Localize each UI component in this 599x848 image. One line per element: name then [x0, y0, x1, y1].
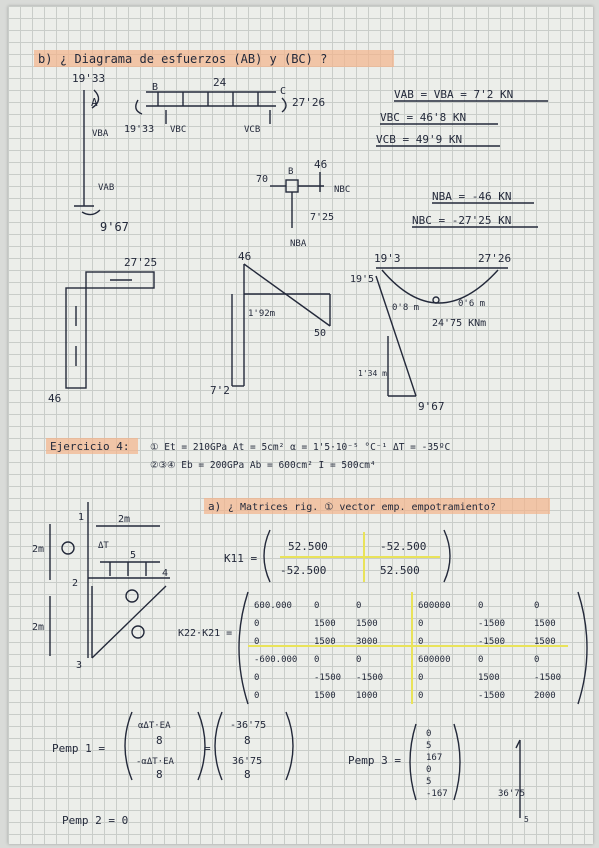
k11-label: K11 = — [224, 552, 258, 565]
axial-top-value: 27'25 — [124, 256, 158, 269]
k22-cell: -1500 — [534, 673, 562, 683]
moment-side: 1'34 m — [358, 369, 387, 378]
axial-diagram — [66, 272, 154, 388]
k22-cell: 1500 — [314, 619, 336, 629]
node-b-left-force: 70 — [256, 174, 269, 185]
pemp3-cell: 5 — [426, 777, 432, 787]
k11-r1c0: -52.500 — [280, 564, 327, 577]
k22-cell: -1500 — [314, 673, 342, 683]
k22-cell: 1500 — [534, 619, 556, 629]
pemp1-val-top: -36'75 — [230, 720, 267, 731]
moment-max: 24'75 KNm — [432, 318, 487, 329]
k22-cell: 600000 — [418, 655, 451, 665]
k22-cell: 0 — [314, 601, 320, 611]
k22-cell: 0 — [254, 637, 260, 647]
k22-cell: 0 — [478, 601, 484, 611]
pemp1-val-den2: 8 — [244, 768, 251, 781]
node-3: 3 — [76, 660, 83, 671]
moment-left-top: 19'3 — [374, 252, 401, 265]
beam-ab-node-a: A — [91, 96, 98, 109]
pemp1-val-den1: 8 — [244, 734, 251, 747]
k22-cell: 3000 — [356, 637, 378, 647]
k22-cell: 1000 — [356, 691, 378, 701]
pemp3-cell: 5 — [426, 741, 432, 751]
left-bottom-dim: 2m — [32, 622, 45, 633]
shear-right: 50 — [314, 328, 327, 339]
pemp1-expr-den2: 8 — [156, 768, 163, 781]
k22-cell: 600000 — [418, 601, 451, 611]
axial-bottom-value: 46 — [48, 392, 62, 405]
k22-cell: 1500 — [314, 691, 336, 701]
k22-cell: -1500 — [478, 691, 506, 701]
k22-cell: 1500 — [534, 637, 556, 647]
k11-r0c0: 52.500 — [288, 540, 328, 553]
structure-load: 5 — [130, 550, 137, 561]
beam-ab-vba: VBA — [92, 129, 109, 139]
handwritten-notes — [8, 6, 593, 844]
moment-left-mid: 19'5 — [350, 274, 375, 285]
k22-cell: 0 — [254, 691, 260, 701]
k22-cell: 0 — [314, 655, 320, 665]
ejercicio-line-2: ②③④ Eb = 200GPa Ab = 600cm² I = 500cm⁴ — [150, 460, 376, 471]
pemp2-label: Pemp 2 = 0 — [62, 814, 129, 827]
pemp1-expr-top: αΔT·EA — [138, 721, 171, 731]
k11-r1c1: 52.500 — [380, 564, 420, 577]
k22-cell: -600.000 — [254, 655, 298, 665]
pemp3-label: Pemp 3 = — [348, 754, 401, 767]
result-nba: NBA = -46 KN — [432, 190, 512, 203]
heading-a-letter: a) — [208, 500, 222, 513]
k22-cell: 1500 — [356, 619, 378, 629]
beam-bc-left-moment: 19'33 — [124, 124, 155, 135]
k11-r0c1: -52.500 — [380, 540, 427, 553]
heading-a-text: ¿ Matrices rig. ① vector emp. empotramiento? — [228, 502, 496, 513]
moment-bottom: 9'67 — [418, 400, 445, 413]
k22-cell: -1500 — [478, 619, 506, 629]
k22-cell: 600.000 — [254, 601, 292, 611]
pemp3-cell: 167 — [426, 753, 443, 763]
node-4: 4 — [162, 568, 169, 579]
k22-cell: 1500 — [478, 673, 500, 683]
node-b-nba: NBA — [290, 239, 307, 249]
moment-dist2: 0'6 m — [458, 299, 486, 309]
side-sketch-small: 5 — [524, 815, 529, 824]
pemp3-cell: 0 — [426, 729, 432, 739]
k22-cell: 0 — [478, 655, 484, 665]
beam-bc-node-c: C — [280, 86, 287, 97]
k22-cell: 0 — [418, 619, 424, 629]
shear-span: 1'92m — [248, 309, 276, 319]
shear-left-top: 46 — [238, 250, 252, 263]
result-vbc: VBC = 46'8 KN — [380, 111, 467, 124]
k22-cell: 0 — [418, 637, 424, 647]
pemp3-cell: 0 — [426, 765, 432, 775]
k22-cell: 0 — [254, 619, 260, 629]
pemp1-expr-bottom: -αΔT·EA — [136, 757, 174, 767]
pemp3-cell: -167 — [426, 789, 448, 799]
result-vcb: VCB = 49'9 KN — [376, 133, 463, 146]
node-1: 1 — [78, 512, 85, 523]
pemp1-equals: = — [204, 742, 211, 755]
ejercicio-label: Ejercicio 4: — [50, 440, 130, 453]
pemp1-val-bottom: 36'75 — [232, 756, 263, 767]
node-b-bottom-force: 7'25 — [310, 212, 335, 223]
beam-ab-top-moment: 19'33 — [72, 72, 106, 85]
heading-b-letter: b) — [38, 52, 53, 66]
k22-cells — [254, 601, 561, 701]
k22-cell: 0 — [534, 601, 540, 611]
width-top: 2m — [118, 514, 131, 525]
result-nbc: NBC = -27'25 KN — [412, 214, 512, 227]
node-b-top-force: 46 — [314, 158, 328, 171]
beam-bc-node-b: B — [152, 82, 159, 93]
beam-bc-vbc: VBC — [170, 125, 187, 135]
pemp1-label: Pemp 1 = — [52, 742, 105, 755]
notebook-page — [8, 6, 593, 844]
k22-cell: 0 — [534, 655, 540, 665]
k22-cell: -1500 — [356, 673, 384, 683]
pemp3-cells — [426, 729, 448, 799]
side-sketch-value: 36'75 — [498, 789, 526, 799]
shear-diagram — [232, 264, 330, 386]
k22-cell: 0 — [418, 673, 424, 683]
structure-sketch — [50, 502, 170, 658]
moment-diagram — [376, 268, 508, 396]
beam-bc-right-moment: 27'26 — [292, 96, 326, 109]
k22-cell: -1500 — [478, 637, 506, 647]
k22-cell: 0 — [418, 691, 424, 701]
left-top-dim: 2m — [32, 544, 45, 555]
k22-cell: 2000 — [534, 691, 556, 701]
result-vab: VAB = VBA = 7'2 KN — [394, 88, 514, 101]
side-sketch — [516, 740, 520, 818]
k22-cell: 0 — [356, 655, 362, 665]
beam-bc-vcb: VCB — [244, 125, 261, 135]
k22-label: K22·K21 = — [178, 628, 233, 639]
moment-dist1: 0'8 m — [392, 303, 420, 313]
k22-cell: 0 — [356, 601, 362, 611]
structure-delta-t: ΔT — [98, 541, 109, 551]
moment-right-top: 27'26 — [478, 252, 512, 265]
beam-bc-sketch — [136, 92, 286, 124]
beam-bc-load: 24 — [213, 76, 227, 89]
node-2: 2 — [72, 578, 79, 589]
node-b-label: B — [288, 167, 294, 177]
pemp1-expr-den1: 8 — [156, 734, 163, 747]
beam-ab-vab: VAB — [98, 183, 115, 193]
ejercicio-line-1: ① Et = 210GPa At = 5cm² α = 1'5·10⁻⁵ °C⁻¹ ΔT = -35ºC — [150, 442, 451, 453]
heading-b-text: ¿ Diagrama de esfuerzos (AB) y (BC) ? — [60, 52, 328, 66]
shear-bottom: 7'2 — [210, 384, 230, 397]
k22-cell: 1500 — [314, 637, 336, 647]
k22-cell: 0 — [254, 673, 260, 683]
beam-ab-bottom-moment: 9'67 — [100, 220, 129, 234]
node-b-nbc: NBC — [334, 185, 351, 195]
